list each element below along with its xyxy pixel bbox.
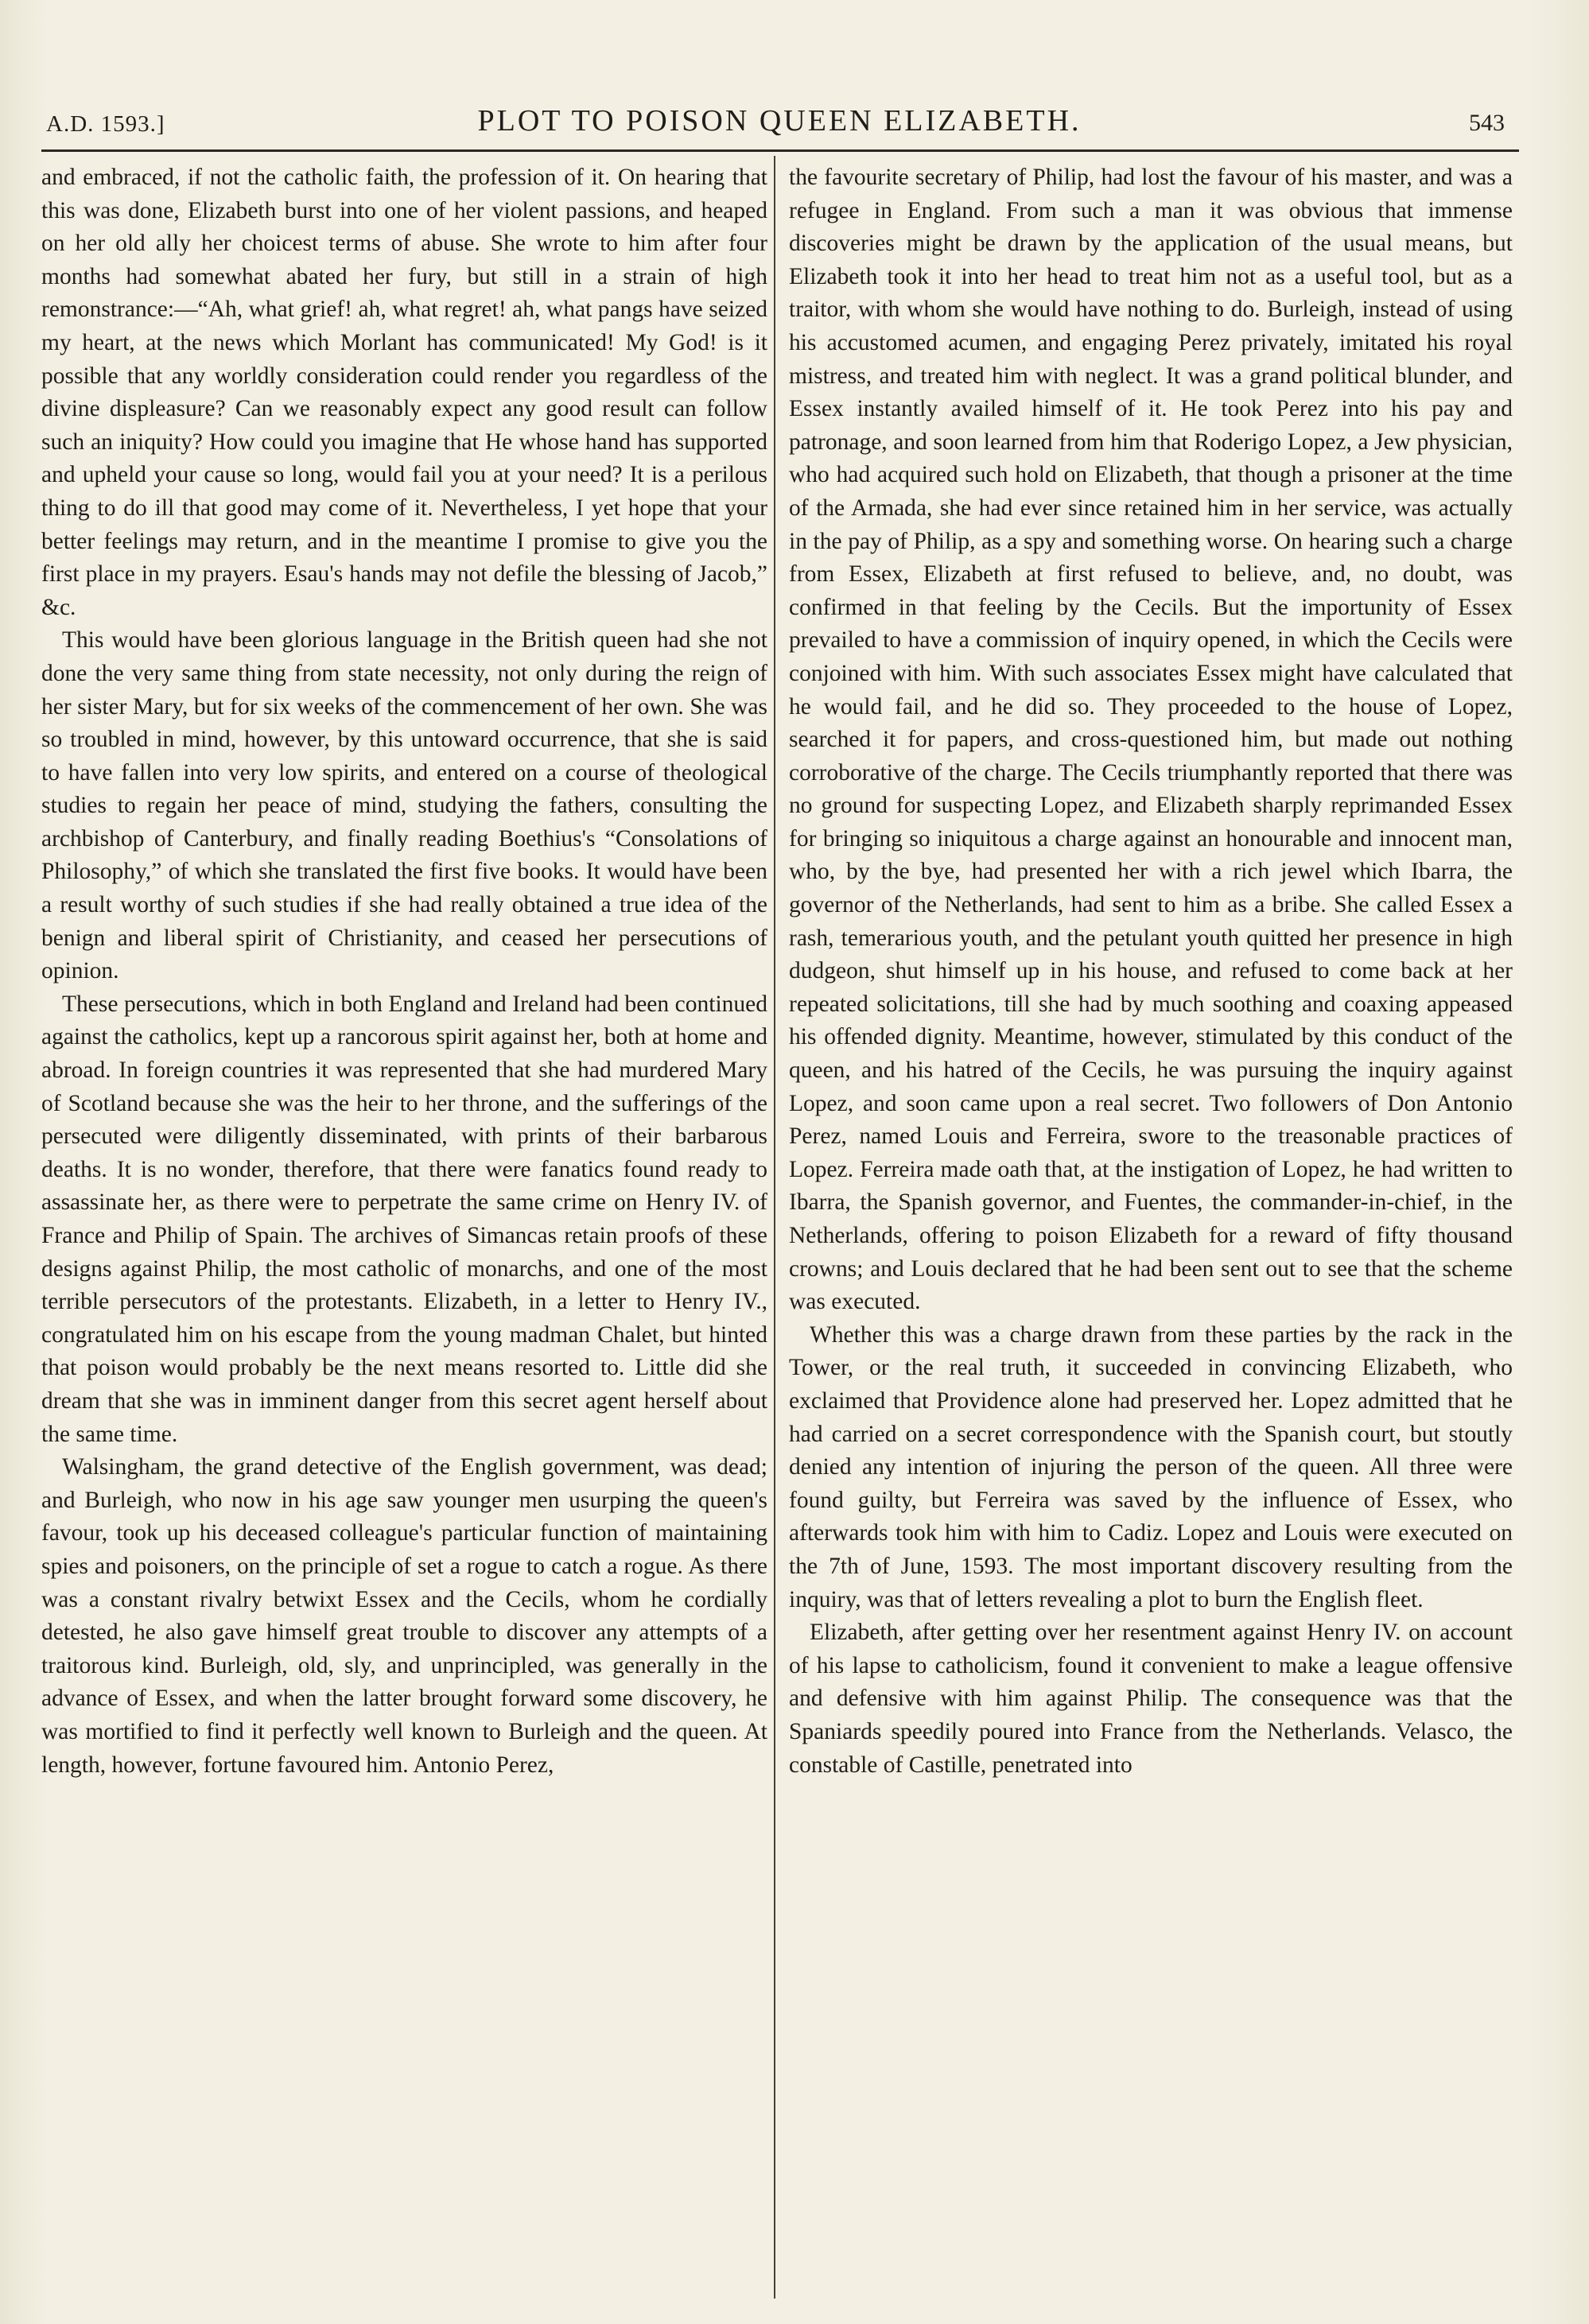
column-divider [774, 156, 775, 2299]
header-rule [41, 149, 1519, 152]
paragraph: and embraced, if not the catholic faith, the profession of it. On hearing that this was done, Elizabeth burst into one of her violent passions, and heaped on her old ally her choicest terms of abuse. She wrote to him after four months had somewhat abated her fury, but still in a strain of high remonstrance:—“Ah, what grief! ah, what regret! ah, what pangs have seized my heart, at the news which Morlant has communicated! My God! is it possible that any worldly consideration could render you regardless of the divine displeasure? Can we reasonably expect any good result can follow such an iniquity? How could you imagine that He whose hand has supported and upheld your cause so long, would fail you at your need? It is a perilous thing to do ill that good may come of it. Nevertheless, I yet hope that your better feelings may return, and in the meantime I promise to give you the first place in my prayers. Esau's hands may not defile the blessing of Jacob,” &c. [41, 165, 767, 620]
paragraph: This would have been glorious language in the British queen had she not done the very same thing from state necessity, not only during the reign of her sister Mary, but for six weeks of the commencement of her own. She was so troubled in mind, however, by this untoward occurrence, that she is said to have fallen into very low spirits, and entered on a course of theological studies to regain her peace of mind, studying the fathers, consulting the archbishop of Canterbury, and finally reading Boethius's “Consolations of Philosophy,” of which she translated the first five books. It would have been a result worthy of such studies if she had really obtained a true idea of the benign and liberal spirit of Christianity, and ceased her persecutions of opinion. [41, 627, 767, 984]
paragraph: the favourite secretary of Philip, had lost the favour of his master, and was a refugee in England. From such a man it was obvious that immense discoveries might be drawn by the application of the usual means, but Elizabeth took it into her head to treat him not as a useful tool, but as a traitor, with whom she would have nothing to do. Burleigh, instead of using his accustomed acumen, and engaging Perez privately, imitated his royal mistress, and treated him with neglect. It was a grand political blunder, and Essex instantly availed himself of it. He took Perez into his pay and patronage, and soon learned from him that Roderigo Lopez, a Jew physician, who had acquired such hold on Elizabeth, that though a prisoner at the time of the Armada, she had ever since retained him in her service, was actually in the pay of Philip, as a spy and something worse. On hearing such a charge from Essex, Elizabeth at first refused to believe, and, no doubt, was confirmed in that feeling by the Cecils. But the importunity of Essex prevailed to have a commission of inquiry opened, in which the Cecils were conjoined with him. With such associates Essex might have calculated that he would fail, and he did so. They proceeded to the house of Lopez, searched it for papers, and cross-questioned him, but made out nothing corroborative of the charge. The Cecils triumphantly reported that there was no ground for suspecting Lopez, and Elizabeth sharply reprimanded Essex for bringing so iniquitous a charge against an honourable and innocent man, who, by the bye, had presented her with a rich jewel which Ibarra, the governor of the Netherlands, had sent to him as a bribe. She called Essex a rash, temerarious youth, and the petulant youth quitted her presence in high dudgeon, shut himself up in his house, and refused to come back at her repeated solicitations, till she had by much soothing and coaxing appeased his offended dignity. Meantime, however, stimulated by this conduct of the queen, and his hatred of the Cecils, he was pursuing the inquiry against Lopez, and soon came upon a real secret. Two followers of Don Antonio Perez, named Louis and Ferreira, swore to the treasonable practices of Lopez. Ferreira made oath that, at the instigation of Lopez, he had written to Ibarra, the Spanish governor, and Fuentes, the commander-in-chief, in the Netherlands, offering to poison Elizabeth for a reward of fifty thousand crowns; and Louis declared that he had been sent out to see that the scheme was executed. [789, 165, 1513, 1315]
paragraph: Whether this was a charge drawn from these parties by the rack in the Tower, or the real truth, it succeeded in convincing Elizabeth, who exclaimed that Providence alone had preserved her. Lopez admitted that he had carried on a secret correspondence with the Spanish court, but stoutly denied any intention of injuring the person of the queen. All three were found guilty, but Ferreira was saved by the influence of Essex, who afterwards took him with him to Cadiz. Lopez and Louis were executed on the 7th of June, 1593. The most important discovery resulting from the inquiry, was that of letters revealing a plot to burn the English fleet. [789, 1321, 1513, 1612]
paragraph: Walsingham, the grand detective of the English government, was dead; and Burleigh, who now in his age saw younger men usurping the queen's favour, took up his deceased colleague's particular function of maintaining spies and poisoners, on the principle of set a rogue to catch a rogue. As there was a constant rivalry betwixt Essex and the Cecils, whom he cordially detested, he also gave himself great trouble to discover any attempts of a traitorous kind. Burleigh, old, sly, and unprincipled, was generally in the advance of Essex, and when the latter brought forward some discovery, he was mortified to find it perfectly well known to Burleigh and the queen. At length, however, fortune favoured him. Antonio Perez, [41, 1454, 767, 1778]
paragraph: Elizabeth, after getting over her resentment against Henry IV. on account of his lapse to catholicism, found it convenient to make a league offensive and defensive with him against Philip. The consequence was that the Spaniards speedily poured into France from the Netherlands. Velasco, the constable of Castille, penetrated into [789, 1620, 1513, 1778]
page-title: PLOT TO POISON QUEEN ELIZABETH. [477, 104, 1082, 138]
paragraph: These persecutions, which in both England and Ireland had been continued against the catholics, kept up a rancorous spirit against her, both at home and abroad. In foreign countries it was represented that she had murdered Mary of Scotland because she was the heir to her throne, and the sufferings of the persecuted were diligently disseminated, with prints of their barbarous deaths. It is no wonder, therefore, that there were fanatics found ready to assassinate her, as there were to perpetrate the same crime on Henry IV. of France and Philip of Spain. The archives of Simancas retain proofs of these designs against Philip, the most catholic of monarchs, and one of the most terrible persecutors of the protestants. Elizabeth, in a letter to Henry IV., congratulated him on his escape from the young madman Chalet, but hinted that poison would probably be the next means resorted to. Little did she dream that she was in imminent danger from this secret agent herself about the same time. [41, 991, 767, 1447]
left-column [41, 161, 767, 1782]
right-column [789, 161, 1513, 1782]
running-header [46, 95, 1513, 143]
header-date: A.D. 1593.] [46, 111, 165, 137]
page-number: 543 [1469, 110, 1505, 136]
